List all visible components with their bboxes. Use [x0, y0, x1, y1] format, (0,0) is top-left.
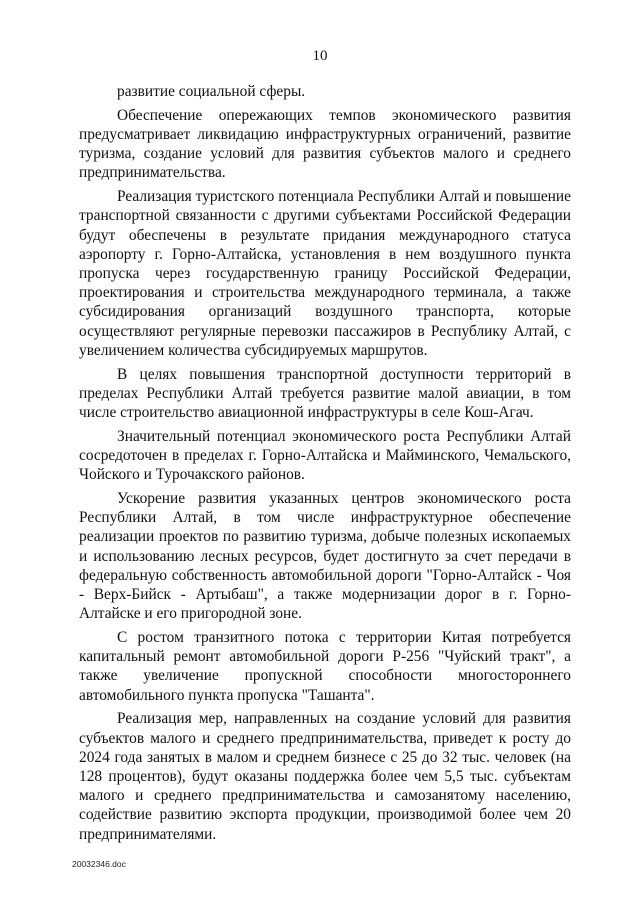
page-number: 10 [312, 48, 328, 64]
paragraph-growth-potential: Значительный потенциал экономического роста Республики Алтай сосредоточен в пределах г. Горно-Алтайска и Майминского, Чемальского, Чойского и Турочакского районов. [79, 427, 571, 484]
paragraph-small-aviation: В целях повышения транспортной доступности территорий в пределах Республики Алтай требуется развитие малой авиации, в том числе строительство авиационной инфраструктуры в селе Кош-Агач. [79, 365, 571, 422]
paragraph-small-business: Реализация мер, направленных на создание условий для развития субъектов малого и среднего предпринимательства, приведет к росту до 2024 года занятых в малом и среднем бизнесе с 25 до 32 тыс. человек (на 128 процентов), будут оказаны поддержка более чем 5,5 тыс. субъектам малого и среднего предпринимательства и самозанятому населению, содействие развитию экспорта продукции, производимой более чем 20 предпринимателями. [79, 710, 571, 843]
document-body [79, 82, 571, 848]
paragraph-transit-china: С ростом транзитного потока с территории Китая потребуется капитальный ремонт автомобильной дороги Р-256 "Чуйский тракт", а также увеличение пропускной способности многостороннего автомобильного пункта пропуска "Ташанта". [79, 629, 571, 704]
document-file-code: 20032346.doc [72, 859, 126, 869]
paragraph-economic-development: Обеспечение опережающих темпов экономического развития предусматривает ликвидацию инфраструктурных ограничений, развитие туризма, создание условий для развития субъектов малого и среднего предпринимательства. [79, 106, 571, 182]
paragraph-continuation: развитие социальной сферы. [117, 83, 306, 100]
paragraph-tourism-airport: Реализация туристского потенциала Республики Алтай и повышение транспортной связанности с другими субъектами Российской Федерации будут обеспечены в результате придания международного статуса аэропорту г. Горно-Алтайска, установления в нем воздушного пункта пропуска через государственную границу Российской Федерации, проектирования и строительства международного терминала, а также субсидирования организаций воздушного транспорта, которые осуществляют регулярные перевозки пассажиров в Республику Алтай, с увеличением количества субсидируемых маршрутов. [79, 188, 571, 359]
paragraph-growth-centers: Ускорение развития указанных центров экономического роста Республики Алтай, в том числе инфраструктурное обеспечение реализации проектов по развитию туризма, добыче полезных ископаемых и использованию лесных ресурсов, будет достигнуто за счет передачи в федеральную собственность автомобильной дороги "Горно-Алтайск - Чоя - Верх-Бийск - Артыбаш", а также модернизации дорог в г. Горно-Алтайске и его пригородной зоне. [79, 490, 571, 623]
